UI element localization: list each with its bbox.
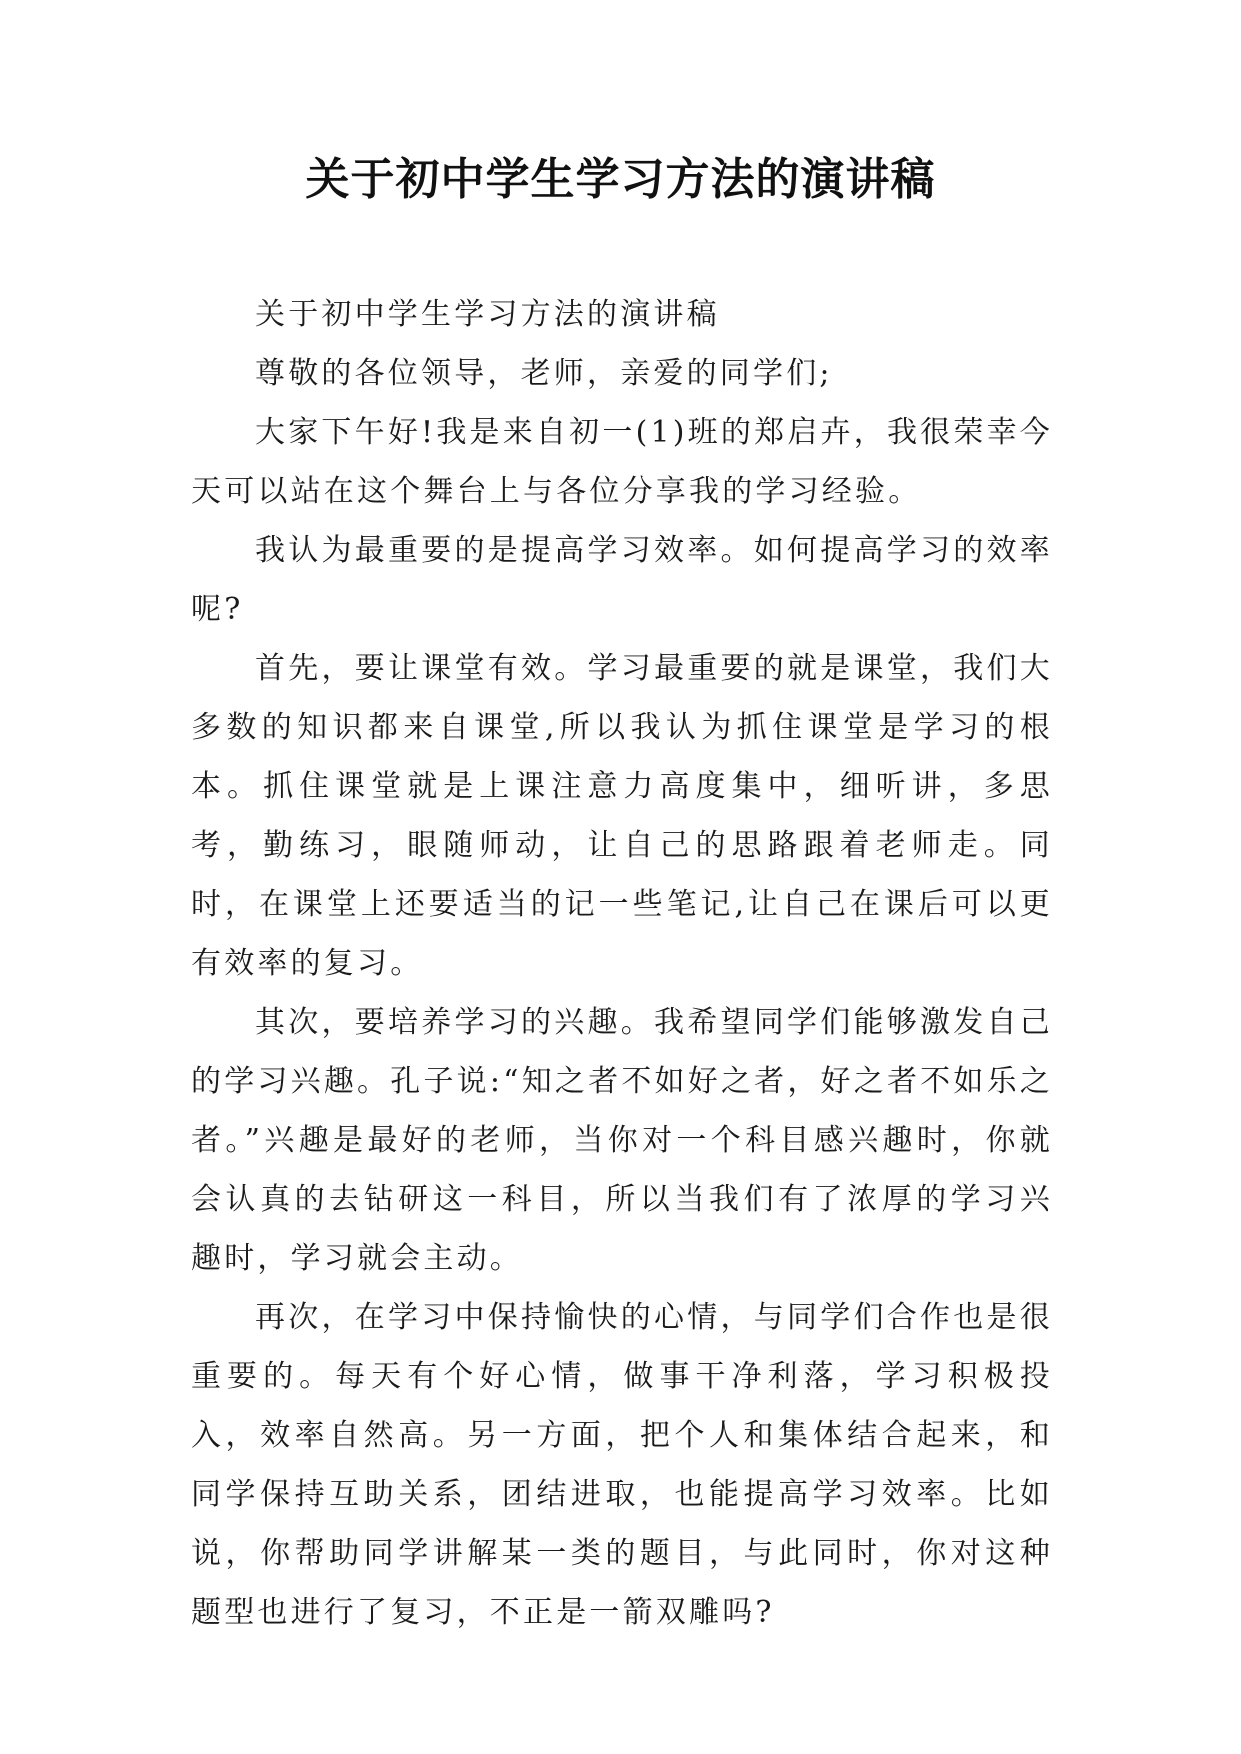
paragraph-efficiency-question: 我认为最重要的是提高学习效率。如何提高学习的效率呢?: [191, 533, 1053, 627]
paragraph-first-point: 首先，要让课堂有效。学习最重要的就是课堂，我们大多数的知识都来自课堂,所以我认为抓住课堂是学习的根本。抓住课堂就是上课注意力高度集中，细听讲，多思考，勤练习，眼随师动，让自己的思路跟着老师走。同时，在课堂上还要适当的记一些笔记,让自己在课后可以更有效率的复习。: [191, 651, 1053, 981]
paragraph-heading-line: 关于初中学生学习方法的演讲稿: [255, 297, 720, 332]
paragraph-third-point: 再次，在学习中保持愉快的心情，与同学们合作也是很重要的。每天有个好心情，做事干净利落，学习积极投入，效率自然高。另一方面，把个人和集体结合起来，和同学保持互助关系，团结进取，也能提高学习效率。比如说，你帮助同学讲解某一类的题目，与此同时，你对这种题型也进行了复习，不正是一箭双雕吗?: [191, 1300, 1053, 1630]
document-body: [191, 285, 1053, 1642]
paragraph-salutation: 尊敬的各位领导，老师，亲爱的同学们;: [255, 356, 833, 391]
paragraph-second-point: 其次，要培养学习的兴趣。我希望同学们能够激发自己的学习兴趣。孔子说:“知之者不如好之者，好之者不如乐之者。”兴趣是最好的老师，当你对一个科目感兴趣时，你就会认真的去钻研这一科目，所以当我们有了浓厚的学习兴趣时，学习就会主动。: [191, 1005, 1053, 1276]
document-title: 关于初中学生学习方法的演讲稿: [305, 154, 936, 205]
paragraph-greeting: 大家下午好!我是来自初一(1)班的郑启卉，我很荣幸今天可以站在这个舞台上与各位分享我的学习经验。: [191, 415, 1053, 509]
